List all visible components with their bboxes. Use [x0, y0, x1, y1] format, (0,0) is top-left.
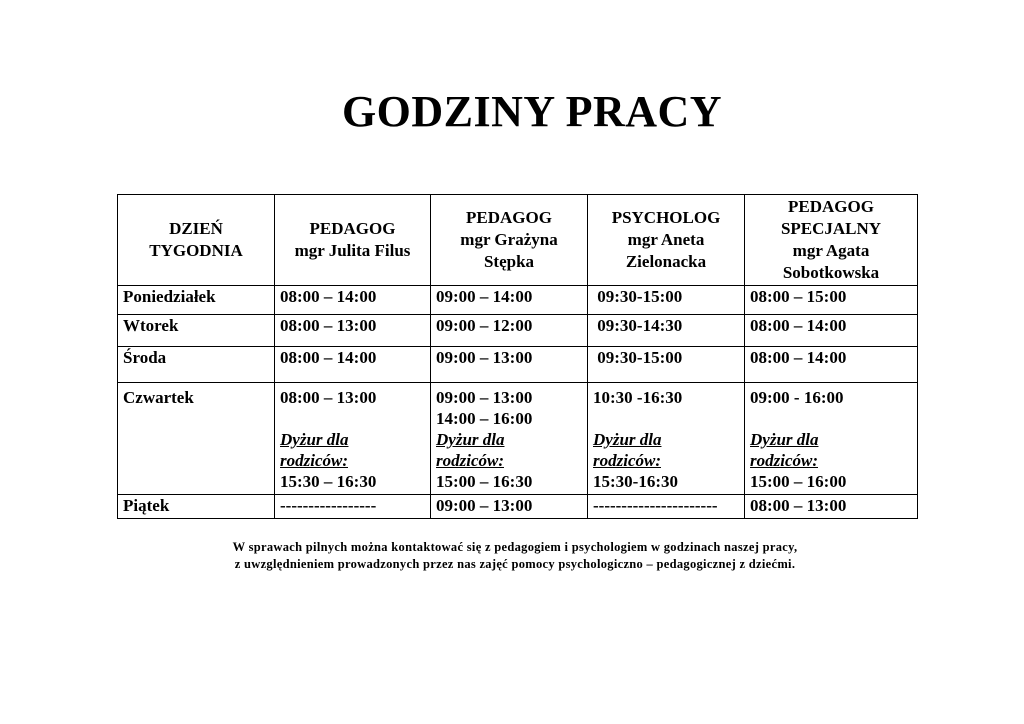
duty-label: rodziców:	[593, 451, 661, 470]
day-cell: Czwartek	[118, 383, 275, 495]
table-row	[118, 347, 918, 383]
day-cell: Piątek	[118, 495, 275, 519]
duty-label: Dyżur dla	[280, 430, 349, 449]
hours-cell: 09:30-15:00	[588, 347, 745, 383]
hours-cell: 08:00 – 14:00	[275, 286, 431, 315]
day-cell: Środa	[118, 347, 275, 383]
duty-label: Dyżur dla	[750, 430, 819, 449]
duty-hours: 15:00 – 16:00	[750, 472, 847, 491]
duty-label: Dyżur dla	[436, 430, 505, 449]
hours-cell: 09:30-15:00	[588, 286, 745, 315]
hours-cell: ----------------------	[588, 495, 745, 519]
header-pedagog-filus: PEDAGOG mgr Julita Filus	[275, 195, 431, 286]
hours-cell: 09:00 – 13:00	[431, 347, 588, 383]
hours-cell: 09:00 – 12:00	[431, 315, 588, 347]
table-row	[118, 495, 918, 519]
duty-label: rodziców:	[436, 451, 504, 470]
hours-cell: 09:00 – 13:00 14:00 – 16:00 Dyżur dla rodziców: 15:00 – 16:30	[431, 383, 588, 495]
hours-cell: -----------------	[275, 495, 431, 519]
hours-cell: 08:00 – 14:00	[275, 347, 431, 383]
duty-hours: 15:30-16:30	[593, 472, 678, 491]
table-row	[118, 315, 918, 347]
duty-hours: 15:30 – 16:30	[280, 472, 377, 491]
hours-cell: 08:00 – 15:00	[745, 286, 918, 315]
footnote: W sprawach pilnych można kontaktować się z pedagogiem i psychologiem w godzinach naszej pracy, z uwzględnieniem prowadzonych przez nas zajęć pomocy psychologiczno – pedagogicznej z dziećmi.	[232, 540, 798, 571]
day-cell: Poniedziałek	[118, 286, 275, 315]
header-pedagog-stepka: PEDAGOG mgr Grażyna Stępka	[431, 195, 588, 286]
header-pedagog-specjalny-sobotkowska: PEDAGOG SPECJALNY mgr Agata Sobotkowska	[745, 195, 918, 286]
duty-label: Dyżur dla	[593, 430, 662, 449]
header-psycholog-zielonacka: PSYCHOLOG mgr Aneta Zielonacka	[588, 195, 745, 286]
hours-cell: 08:00 – 13:00	[275, 315, 431, 347]
hours-cell: 09:30-14:30	[588, 315, 745, 347]
duty-label: rodziców:	[750, 451, 818, 470]
header-day: DZIEŃ TYGODNIA	[118, 195, 275, 286]
hours-cell: 09:00 - 16:00 Dyżur dla rodziców: 15:00 – 16:00	[745, 383, 918, 495]
table-row	[118, 286, 918, 315]
hours-cell: 09:00 – 14:00	[431, 286, 588, 315]
duty-label: rodziców:	[280, 451, 348, 470]
table-row	[118, 383, 918, 495]
hours-cell: 08:00 – 13:00	[745, 495, 918, 519]
day-cell: Wtorek	[118, 315, 275, 347]
hours-cell: 10:30 -16:30 Dyżur dla rodziców: 15:30-16:30	[588, 383, 745, 495]
hours-cell: 09:00 – 13:00	[431, 495, 588, 519]
hours-cell: 08:00 – 13:00 Dyżur dla rodziców: 15:30 – 16:30	[275, 383, 431, 495]
table-header-row	[118, 195, 918, 286]
page-title: GODZINY PRACY	[341, 87, 723, 136]
schedule-table	[117, 194, 918, 519]
duty-hours: 15:00 – 16:30	[436, 472, 533, 491]
hours-cell: 08:00 – 14:00	[745, 315, 918, 347]
hours-cell: 08:00 – 14:00	[745, 347, 918, 383]
